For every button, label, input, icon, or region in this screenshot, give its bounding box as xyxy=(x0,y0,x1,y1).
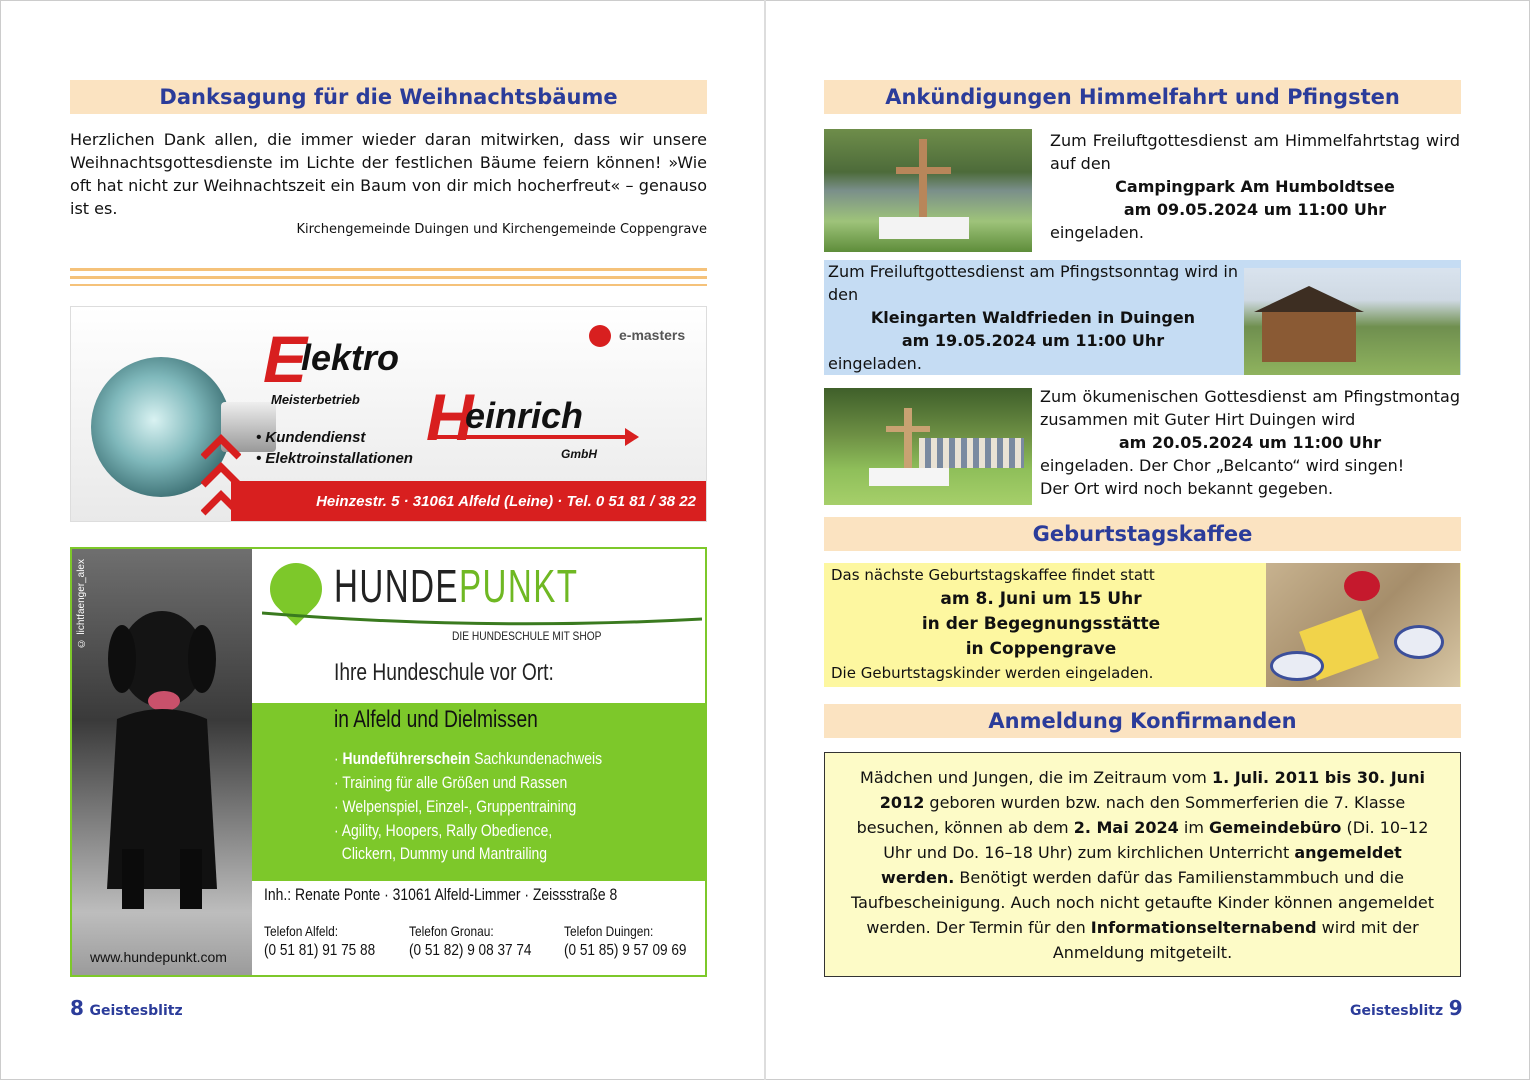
himmelfahrt-intro: Zum Freiluftgottesdienst am Himmelfahrtstag wird auf den xyxy=(1050,131,1460,173)
meisterbetrieb-label: Meisterbetrieb xyxy=(271,392,360,407)
photo-pfingstmontag xyxy=(824,388,1032,505)
himmelfahrt-place: Campingpark Am Humboldtsee xyxy=(1115,177,1395,196)
konfi-text: geboren wurden bzw. nach den Sommerferien die 7. Klasse besuchen, können ab dem xyxy=(856,793,1406,837)
konfi-bold: 1. Juli. 2011 bis 30. Juni 2012 xyxy=(879,768,1425,812)
service-rest: Sachkundenachweis xyxy=(470,749,603,768)
hut-wall xyxy=(1262,312,1356,362)
konfi-box xyxy=(824,752,1461,977)
altar-table xyxy=(869,468,949,486)
photo-kleingarten xyxy=(1244,268,1460,375)
pfingstmontag-date: am 20.05.2024 um 11:00 Uhr xyxy=(1118,433,1382,452)
pfingstmontag-choir: eingeladen. Der Chor „Belcanto“ wird singen! xyxy=(1040,456,1405,475)
elektro-word: lektro xyxy=(301,337,400,378)
elektro-heinrich-ad xyxy=(70,306,707,522)
hundepunkt-owner: Inh.: Renate Ponte · 31061 Alfeld-Limmer · Zeissstraße 8 xyxy=(264,885,618,904)
phone-label: Telefon Alfeld: xyxy=(264,923,339,939)
phone-gronau xyxy=(409,921,531,961)
cross-icon xyxy=(919,139,927,224)
hundepunkt-ad xyxy=(70,547,707,977)
e-masters-label: e-masters xyxy=(619,327,686,343)
cross-beam xyxy=(886,426,930,432)
konfi-bold: Informationselternabend xyxy=(1090,918,1317,937)
announce-title: Ankündigungen Himmelfahrt und Pfingsten xyxy=(824,80,1461,114)
magazine-name: Geistesblitz xyxy=(89,1003,183,1019)
congregation xyxy=(919,438,1024,468)
thanks-signature: Kirchengemeinde Duingen und Kirchengemeinde Coppengrave xyxy=(296,222,707,237)
photo-coffee-table xyxy=(1266,563,1460,687)
hundepunkt-url: www.hundepunkt.com xyxy=(90,949,227,965)
hundepunkt-tagline: DIE HUNDESCHULE MIT SHOP xyxy=(452,629,602,643)
gmbh-label: GmbH xyxy=(561,447,597,461)
hundepunkt-service-item: Clickern, Dummy und Mantrailing xyxy=(334,844,548,863)
phone-number: (0 51 85) 9 57 09 69 xyxy=(564,942,687,959)
page-number: 9 xyxy=(1448,996,1463,1020)
page-number: 8 xyxy=(70,996,84,1020)
cross-beam xyxy=(896,167,951,174)
elektro-address-bar: Heinzestr. 5 · 31061 Alfeld (Leine) · Tel. 0 51 81 / 38 22 xyxy=(231,481,707,522)
phone-number: (0 51 82) 9 08 37 74 xyxy=(409,942,532,959)
pfingstsonntag-end: eingeladen. xyxy=(828,354,922,373)
cup xyxy=(1394,625,1444,659)
phone-duingen xyxy=(564,921,686,961)
birthday-title: Geburtstagskaffee xyxy=(824,517,1461,551)
dog-photo xyxy=(72,549,252,977)
service-bold: Hundeführerschein xyxy=(342,749,471,768)
konfi-bold: Gemeindebüro xyxy=(1209,818,1342,837)
dog-silhouette-icon xyxy=(92,589,232,919)
saucer xyxy=(1270,651,1324,681)
himmelfahrt-date: am 09.05.2024 um 11:00 Uhr xyxy=(1123,200,1387,219)
hundepunkt-service-item: · Hundeführerschein Sachkundenachweis xyxy=(334,749,603,768)
birthday-venue: in der Begegnungsstätte xyxy=(921,614,1161,634)
himmelfahrt-end: eingeladen. xyxy=(1050,223,1144,242)
divider-rule xyxy=(70,276,707,279)
footer-left xyxy=(70,996,183,1020)
altar-table xyxy=(879,217,969,239)
konfi-text: im xyxy=(1178,818,1209,837)
phone-label: Telefon Gronau: xyxy=(409,923,494,939)
hundepunkt-service-item: · Agility, Hoopers, Rally Obedience, xyxy=(334,821,553,840)
photo-himmelfahrt xyxy=(824,129,1032,252)
konfi-text: Benötigt werden dafür das Familienstammbuch und die Taufbescheinigung. Auch noch nicht getaufte Kinder können angemeldet werden. Der Termin für den xyxy=(850,868,1434,937)
konfi-bold: angemeldet werden. xyxy=(881,843,1402,887)
brand-part-punkt: PUNKT xyxy=(458,560,579,612)
footer-right xyxy=(1350,996,1463,1020)
divider-rule xyxy=(70,268,707,271)
page-spine xyxy=(764,0,766,1080)
birthday-end: Die Geburtstagskinder werden eingeladen. xyxy=(831,664,1154,682)
birthday-town: in Coppengrave xyxy=(965,639,1117,659)
pfingstmontag-intro: Zum ökumenischen Gottesdienst am Pfingstmontag zusammen mit Guter Hirt Duingen wird xyxy=(1040,387,1460,429)
pfingstsonntag-place: Kleingarten Waldfrieden in Duingen xyxy=(870,308,1196,327)
heinrich-word: einrich xyxy=(465,395,584,436)
heinrich-initial: H xyxy=(426,380,474,454)
konfi-text: (Di. 10–12 Uhr und Do. 16–18 Uhr) zum kirchlichen Unterricht xyxy=(883,818,1429,862)
thanks-title: Danksagung für die Weihnachtsbäume xyxy=(70,80,707,114)
divider-rule xyxy=(70,284,707,286)
arrow-right-icon xyxy=(625,428,639,446)
thanks-text: Herzlichen Dank allen, die immer wieder daran mitwirken, dass wir unsere Weihnachtsgottesdienste im Lichte der festlichen Bäume feiern können! »Wie oft hat nicht zur Weihnachtszeit ein Baum von dir mich hocherfreut« – genauso ist es. xyxy=(70,130,707,218)
hundepunkt-logo xyxy=(334,559,578,613)
service-item: • Elektroinstallationen xyxy=(256,450,413,467)
konfi-text: Mädchen und Jungen, die im Zeitraum vom xyxy=(860,768,1212,787)
konfi-title: Anmeldung Konfirmanden xyxy=(824,704,1461,738)
phone-label: Telefon Duingen: xyxy=(564,923,654,939)
pfingstsonntag-date: am 19.05.2024 um 11:00 Uhr xyxy=(901,331,1165,350)
service-item: • Kundendienst xyxy=(256,429,366,446)
elektro-initial: E xyxy=(263,322,308,396)
hundepunkt-locations: in Alfeld und Dielmissen xyxy=(334,706,538,733)
brand-part-hunde: HUNDE xyxy=(334,560,459,612)
flower xyxy=(1344,571,1380,601)
konfi-text: wird mit der Anmeldung mitgeteilt. xyxy=(1052,918,1419,962)
e-masters-logo-icon xyxy=(589,325,611,347)
birthday-intro: Das nächste Geburtstagskaffee findet statt xyxy=(831,566,1155,584)
phone-number: (0 51 81) 91 75 88 xyxy=(264,942,376,959)
logo-swoosh xyxy=(262,609,702,629)
pfingstsonntag-intro: Zum Freiluftgottesdienst am Pfingstsonntag wird in den xyxy=(828,262,1238,304)
konfi-bold: 2. Mai 2024 xyxy=(1073,818,1179,837)
photo-credit: © lichtfaenger_alex xyxy=(76,559,87,649)
hundepunkt-service-item: · Training für alle Größen und Rassen xyxy=(334,773,568,792)
birthday-date: am 8. Juni um 15 Uhr xyxy=(940,589,1142,609)
phone-alfeld xyxy=(264,921,375,961)
magazine-name: Geistesblitz xyxy=(1350,1003,1444,1019)
pfingstmontag-location: Der Ort wird noch bekannt gegeben. xyxy=(1040,479,1334,498)
hut-roof xyxy=(1254,286,1364,312)
hundepunkt-service-item: · Welpenspiel, Einzel-, Gruppentraining xyxy=(334,797,577,816)
hundepunkt-lead: Ihre Hundeschule vor Ort: xyxy=(334,659,554,686)
